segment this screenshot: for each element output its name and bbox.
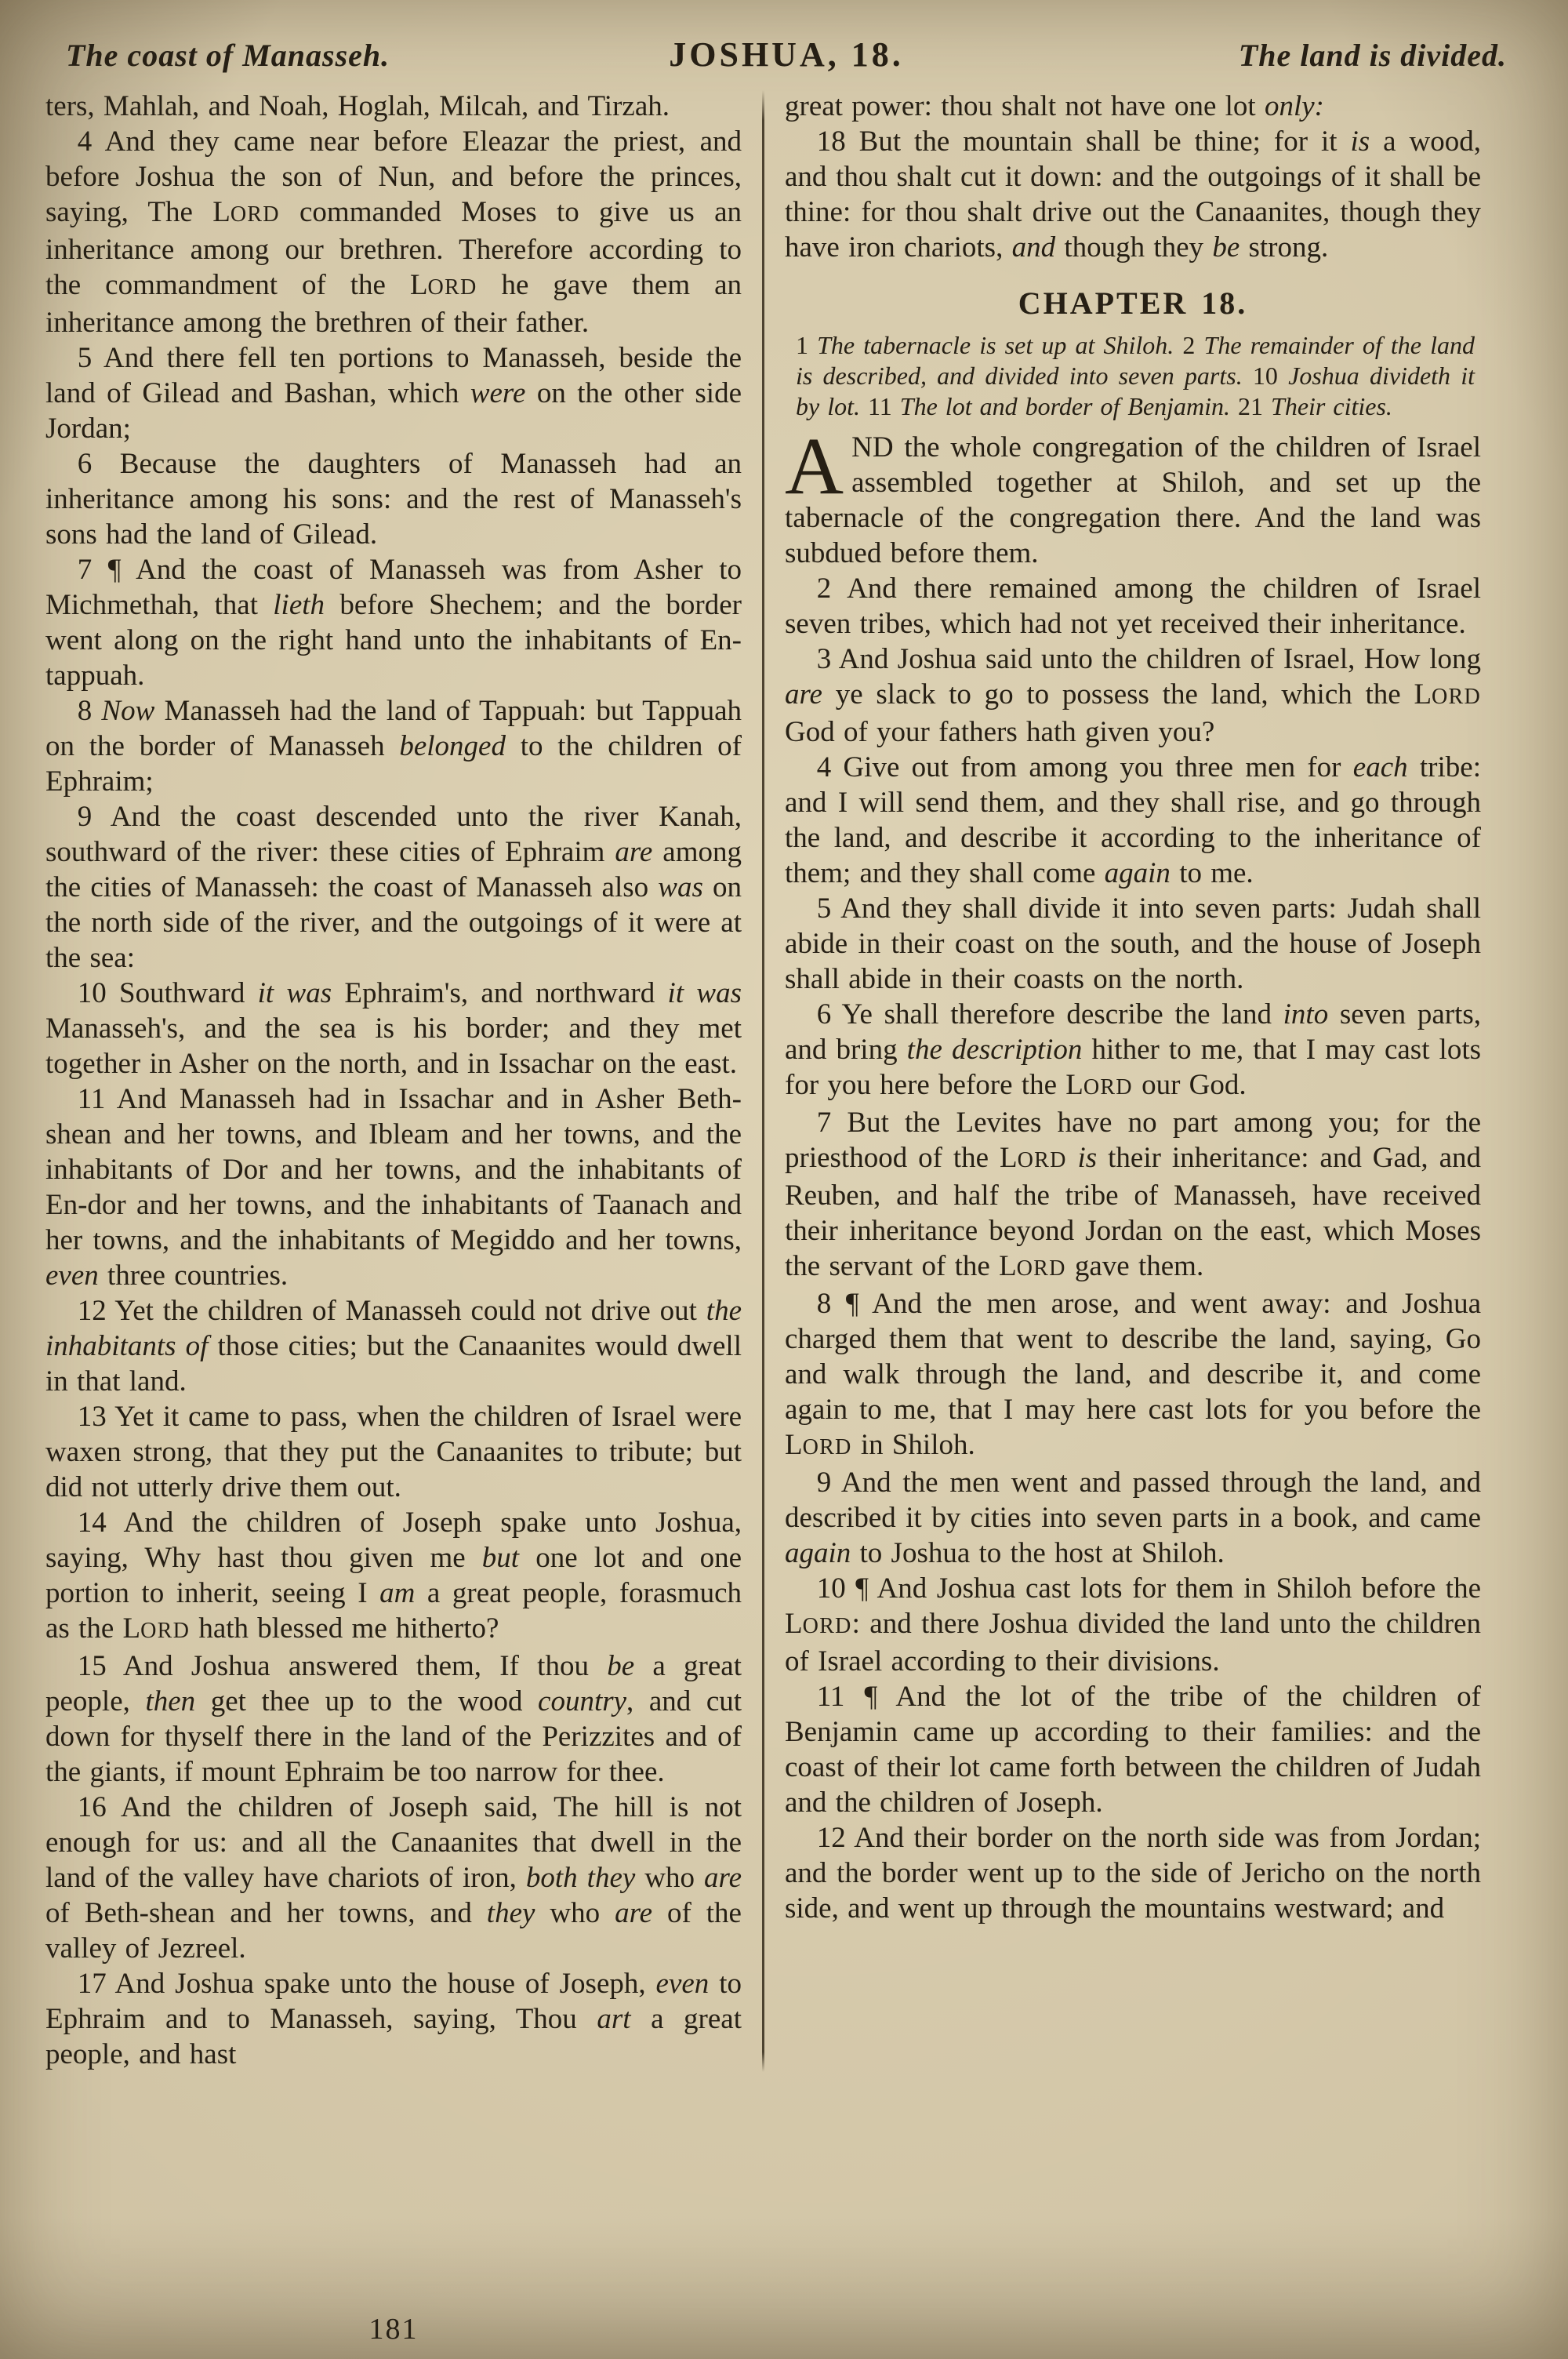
verse-paragraph: 14 And the children of Joseph spake unto Joshua, saying, Why hast thou given me but one lot and one portion to inherit, seeing I am a great people, forasmuch as the LORD hath blessed me hitherto? [45,1507,742,1645]
italic-text: art [597,2003,631,2035]
verse-paragraph: 16 And the children of Joseph said, The hill is not enough for us: and all the Canaanites that dwell in the land of the valley have chariots of iron, both they who are of Beth-shean and her towns, and they who are of the valley of Jezreel. [45,1791,742,1965]
text-columns [45,89,1527,2072]
verse-paragraph: 6 Ye shall therefore describe the land into seven parts, and bring the description hither to me, that I may cast lots for you here before the LORD our God. [785,998,1482,1101]
running-head-right: The land is divided. [1238,38,1508,73]
italic-text: The tabernacle is set up at Shiloh. [817,331,1174,359]
verse-paragraph: 7 ¶ And the coast of Manasseh was from Asher to Michmethah, that lieth before Shechem; and the border went along on the right hand unto the inhabitants of En-tappuah. [45,554,742,692]
italic-text: it was [667,977,742,1009]
small-caps-text: ORD [1016,1256,1066,1281]
italic-text: The remainder of the land is described, and divided into seven parts. [796,331,1475,390]
continuation-paragraph: ters, Mahlah, and Noah, Hoglah, Milcah, and Tirzah. [45,90,670,122]
italic-text: they [486,1897,535,1929]
small-caps-text: ORD [1083,1075,1133,1100]
italic-text: be [1212,231,1240,264]
italic-text: even [655,1968,710,2000]
small-caps-text: ORD [140,1619,191,1643]
verse-paragraph: 9 And the men went and passed through the land, and described it by cities into seven parts in a book, and came again to Joshua to the host at Shiloh. [785,1467,1481,1569]
italic-text: is [1350,125,1370,158]
small-caps-text: ORD [1432,685,1481,709]
verse-paragraph: 12 And their border on the north side was from Jordan; and the border went up to the side of Jericho on the north side, and went up through the mountains westward; and [785,1822,1481,1925]
verse-paragraph: 10 Southward it was Ephraim's, and northward it was Manasseh's, and the sea is his border; and they met together in Asher on the north, and in Issachar on the east. [45,977,742,1080]
verse-paragraph: 2 And there remained among the children of Israel seven tribes, which had not yet received their inheritance. [785,572,1481,640]
verse-paragraph: 11 ¶ And the lot of the tribe of the children of Benjamin came up according to their families: and the coast of their lot came forth between the children of Judah and the children of Joseph. [785,1681,1481,1819]
small-caps-text: ORD [427,275,477,300]
italic-text: Now [101,695,155,727]
italic-text: The lot and border of Benjamin. [899,392,1231,420]
italic-text: are [704,1862,742,1894]
drop-cap: A [785,421,844,511]
italic-text: belonged [399,730,506,762]
italic-text: is [1077,1142,1098,1174]
italic-text: and [1011,231,1056,264]
italic-text: each [1352,751,1408,783]
verse-paragraph: 15 And Joshua answered them, If thou be a great people, then get thee up to the wood country, and cut down for thyself there in the land of the Perizzites and of the giants, if mount Ephraim be too narrow for thee. [45,1650,742,1788]
verse-paragraph: 4 And they came near before Eleazar the priest, and before Joshua the son of Nun, and before the princes, saying, The LORD commanded Moses to give us an inheritance among our brethren. Therefore according to the commandment of the LORD he gave them an inheritance among the brethren of their father. [45,125,742,339]
italic-text: Joshua divideth it by lot. [796,362,1475,420]
verse-paragraph: 3 And Joshua said unto the children of Israel, How long are ye slack to go to possess the land, which the LORD God of your fathers hath given you? [785,643,1481,748]
chapter-heading: CHAPTER 18. [1018,285,1248,321]
italic-text: are [785,678,822,711]
verse-paragraph: 8 Now Manasseh had the land of Tappuah: but Tappuah on the border of Manasseh belonged to the children of Ephraim; [45,695,742,798]
italic-text: are [615,836,653,868]
italic-text: was [658,871,703,903]
italic-text: country [538,1685,627,1717]
italic-text: are [615,1897,653,1929]
italic-text: then [145,1685,196,1717]
italic-text: again [1104,857,1171,889]
small-caps-text: ORD [802,1435,852,1459]
chapter-summary: 1 The tabernacle is set up at Shiloh. 2 The remainder of the land is described, and divided into seven parts. 10 Joshua divideth it by lot. 11 The lot and border of Benjamin. 21 Their cities. [796,331,1475,420]
verse-paragraph: 12 Yet the children of Manasseh could not drive out the inhabitants of those cities; but the Canaanites would dwell in that land. [45,1295,742,1398]
italic-text: Their cities. [1271,392,1392,420]
verse-paragraph: 18 But the mountain shall be thine; for it is a wood, and thou shalt cut it down: and the outgoings of it shall be thine: for thou shalt drive out the Canaanites, though they have iron chariots, and though they be strong. [785,125,1481,264]
right-column [785,89,1481,2072]
verse-paragraph: 7 But the Levites have no part among you; for the priesthood of the LORD is their inheritance: and Gad, and Reuben, and half the tribe of Manasseh, have received their inheritance beyond Jordan on the east, which Moses the servant of the LORD gave them. [785,1107,1482,1282]
verse-paragraph: 11 And Manasseh had in Issachar and in Asher Beth-shean and her towns, and Ibleam and her towns, and the inhabitants of Dor and her towns, and the inhabitants of En-dor and her towns, and the inhabitants of Taanach and her towns, and the inhabitants of Megiddo and her towns, even three countries. [45,1083,742,1292]
verse-paragraph: 13 Yet it came to pass, when the children of Israel were waxen strong, that they put the Canaanites to tribute; but did not utterly drive them out. [45,1401,742,1503]
verse-paragraph: 9 And the coast descended unto the river Kanah, southward of the river: these cities of Ephraim are among the cities of Manasseh: the coast of Manasseh also was on the north side of the river, and the outgoings of it were at the sea: [45,801,742,974]
italic-text: were [470,377,526,409]
italic-text: only: [1264,90,1324,122]
verse-paragraph: 6 Because the daughters of Manasseh had an inheritance among his sons: and the rest of Manasseh's sons had the land of Gilead. [45,448,742,551]
left-column [45,89,742,2072]
italic-text: lieth [273,589,325,621]
verse-paragraph: 17 And Joshua spake unto the house of Joseph, even to Ephraim and to Manasseh, saying, Thou art a great people, and hast [45,1968,742,2070]
verse-paragraph: 5 And there fell ten portions to Manasseh, beside the land of Gilead and Bashan, which were on the other side Jordan; [45,342,742,445]
small-caps-text: ORD [802,1614,852,1638]
column-divider [762,90,764,2072]
verse-paragraph: 8 ¶ And the men arose, and went away: and Joshua charged them that went to describe the land, saying, Go and walk through the land, and describe it, and come again to me, that I may here cast lots for you before the LORD in Shiloh. [785,1288,1481,1461]
italic-text: again [785,1537,851,1569]
running-head-title: JOSHUA, 18. [669,35,904,74]
italic-text: both they [525,1862,636,1894]
italic-text: it was [257,977,332,1009]
small-caps-text: ORD [230,202,280,227]
running-head-left: The coast of Manasseh. [66,38,390,73]
continuation-paragraph: great power: thou shalt not have one lot only: [785,90,1324,122]
italic-text: the description [906,1034,1083,1066]
small-caps-text: ORD [1017,1148,1067,1172]
italic-text: even [45,1259,99,1292]
verse-paragraph: 10 ¶ And Joshua cast lots for them in Shiloh before the LORD: and there Joshua divided the land unto the children of Israel according to their divisions. [785,1572,1481,1677]
running-head [45,28,1527,85]
italic-text: but [481,1542,520,1574]
italic-text: into [1283,998,1329,1030]
italic-text: be [607,1650,635,1682]
verse-paragraph: AND the whole congregation of the children of Israel assembled together at Shiloh, and set up the tabernacle of the congregation there. And the land was subdued before them. [785,421,1481,569]
italic-text: the inhabitants of [45,1295,742,1362]
page-number: 181 [368,2313,419,2346]
verse-paragraph: 5 And they shall divide it into seven parts: Judah shall abide in their coast on the south, and the house of Joseph shall abide in their coasts on the north. [785,892,1481,995]
italic-text: am [379,1577,416,1609]
verse-paragraph: 4 Give out from among you three men for each tribe: and I will send them, and they shall rise, and go through the land, and describe it according to the inheritance of them; and they shall come again to me. [785,751,1481,889]
